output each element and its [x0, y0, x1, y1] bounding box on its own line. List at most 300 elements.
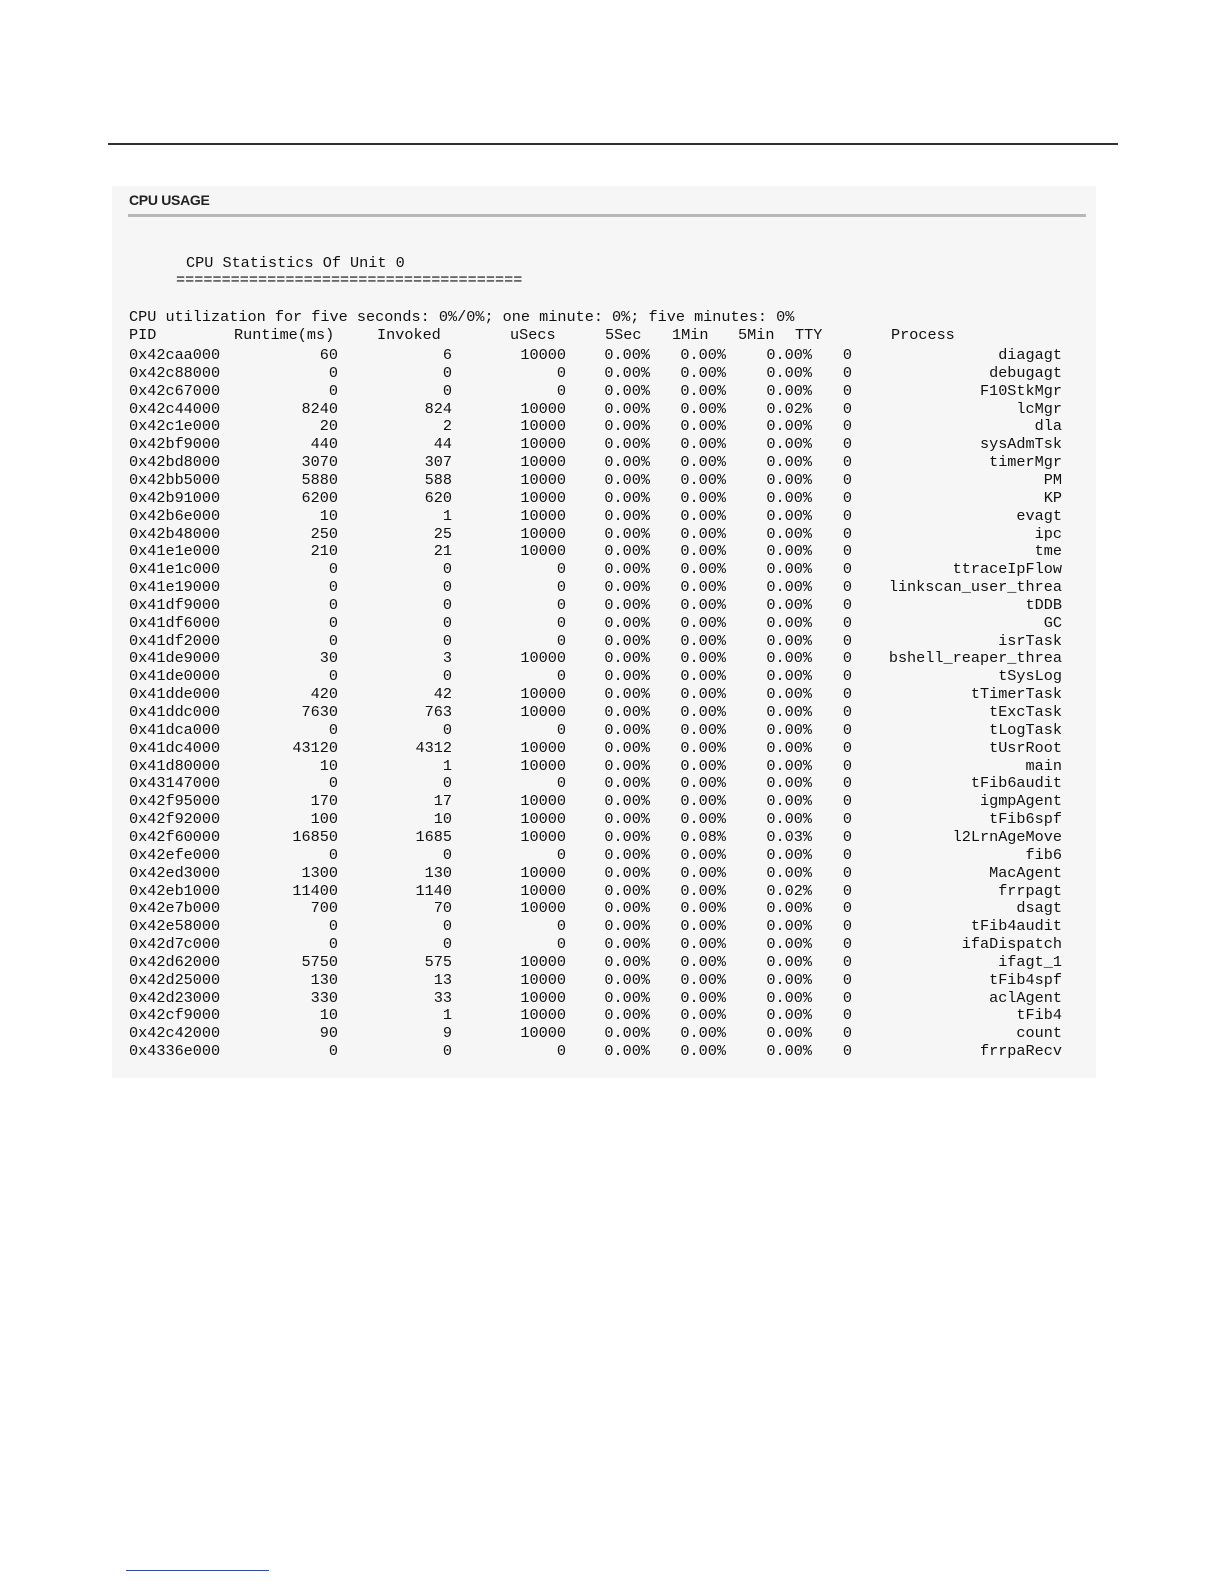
cell-5sec: 0.00%	[604, 863, 650, 882]
cell-pid: 0x42e7b000	[129, 899, 221, 918]
table-row	[112, 917, 1096, 935]
cell-5sec: 0.00%	[604, 970, 650, 989]
table-row	[112, 1042, 1096, 1060]
cell-1min: 0.00%	[680, 470, 726, 489]
cell-process: KP	[1043, 488, 1062, 507]
cell-tty: 0	[842, 1042, 852, 1061]
cell-invoked: 0	[442, 613, 452, 632]
cell-5sec: 0.00%	[604, 1006, 650, 1025]
cell-pid: 0x42d62000	[129, 952, 221, 971]
cell-1min: 0.00%	[680, 649, 726, 668]
cell-usecs: 10000	[520, 952, 566, 971]
cell-invoked: 0	[442, 560, 452, 579]
cell-tty: 0	[842, 970, 852, 989]
cell-tty: 0	[842, 863, 852, 882]
stats-underline: ======================================	[176, 271, 523, 289]
cell-5min: 0.00%	[766, 631, 812, 650]
cell-usecs: 10000	[520, 506, 566, 525]
cell-5sec: 0.00%	[604, 542, 650, 561]
cell-process: diagagt	[998, 346, 1062, 364]
cell-5sec: 0.00%	[604, 417, 650, 436]
cell-5min: 0.00%	[766, 863, 812, 882]
cell-usecs: 0	[556, 774, 566, 793]
cell-runtime: 20	[319, 417, 338, 436]
cell-usecs: 10000	[520, 988, 566, 1007]
cell-pid: 0x41df9000	[129, 595, 221, 614]
cell-runtime: 250	[310, 524, 338, 543]
cell-5sec: 0.00%	[604, 667, 650, 686]
cell-invoked: 575	[424, 952, 452, 971]
cell-pid: 0x41e1c000	[129, 560, 221, 579]
stats-title: CPU Statistics Of Unit 0	[186, 254, 405, 272]
cell-usecs: 10000	[520, 649, 566, 668]
cell-process: tFib4audit	[970, 917, 1062, 936]
cell-tty: 0	[842, 827, 852, 846]
cell-process: lcMgr	[1016, 399, 1062, 418]
cell-invoked: 6	[442, 346, 452, 364]
cell-invoked: 0	[442, 845, 452, 864]
cell-1min: 0.00%	[680, 738, 726, 757]
cell-process: fib6	[1025, 845, 1062, 864]
cell-1min: 0.00%	[680, 363, 726, 382]
table-row	[112, 346, 1096, 364]
cell-process: PM	[1043, 470, 1062, 489]
cell-pid: 0x42c44000	[129, 399, 221, 418]
cell-tty: 0	[842, 720, 852, 739]
cell-process: linkscan_user_threa	[888, 578, 1062, 597]
table-row	[112, 810, 1096, 828]
cell-5min: 0.00%	[766, 988, 812, 1007]
column-header-invoked: Invoked	[377, 326, 441, 344]
cell-runtime: 210	[310, 542, 338, 561]
cell-1min: 0.00%	[680, 631, 726, 650]
cell-1min: 0.00%	[680, 560, 726, 579]
cell-5sec: 0.00%	[604, 470, 650, 489]
cell-usecs: 10000	[520, 863, 566, 882]
cell-runtime: 440	[310, 435, 338, 454]
cell-usecs: 0	[556, 578, 566, 597]
cell-5sec: 0.00%	[604, 488, 650, 507]
table-row	[112, 828, 1096, 846]
cell-tty: 0	[842, 435, 852, 454]
cell-5min: 0.00%	[766, 542, 812, 561]
cell-5sec: 0.00%	[604, 1024, 650, 1043]
cell-5min: 0.00%	[766, 970, 812, 989]
cell-tty: 0	[842, 738, 852, 757]
cell-5sec: 0.00%	[604, 346, 650, 364]
cell-pid: 0x42eb1000	[129, 881, 221, 900]
cell-invoked: 0	[442, 578, 452, 597]
cell-pid: 0x42ed3000	[129, 863, 221, 882]
cell-pid: 0x42b91000	[129, 488, 221, 507]
cell-5sec: 0.00%	[604, 453, 650, 472]
cell-5sec: 0.00%	[604, 792, 650, 811]
table-row	[112, 1024, 1096, 1042]
table-row	[112, 632, 1096, 650]
cell-5min: 0.02%	[766, 399, 812, 418]
cell-1min: 0.00%	[680, 774, 726, 793]
cell-tty: 0	[842, 488, 852, 507]
cell-invoked: 824	[424, 399, 452, 418]
cell-usecs: 0	[556, 935, 566, 954]
cell-5sec: 0.00%	[604, 1042, 650, 1061]
cell-usecs: 10000	[520, 881, 566, 900]
cell-1min: 0.00%	[680, 988, 726, 1007]
cell-tty: 0	[842, 810, 852, 829]
cell-tty: 0	[842, 595, 852, 614]
cell-5sec: 0.00%	[604, 845, 650, 864]
cell-process: bshell_reaper_threa	[888, 649, 1062, 668]
cell-tty: 0	[842, 381, 852, 400]
cell-usecs: 10000	[520, 703, 566, 721]
cell-tty: 0	[842, 524, 852, 543]
cell-1min: 0.00%	[680, 1006, 726, 1025]
cell-usecs: 10000	[520, 810, 566, 829]
table-row	[112, 685, 1096, 703]
cell-invoked: 1140	[415, 881, 452, 900]
table-row	[112, 1006, 1096, 1024]
cell-runtime: 5750	[301, 952, 338, 971]
cell-invoked: 42	[433, 685, 452, 704]
cell-5sec: 0.00%	[604, 649, 650, 668]
cell-pid: 0x42b48000	[129, 524, 221, 543]
cell-tty: 0	[842, 845, 852, 864]
cell-5min: 0.00%	[766, 381, 812, 400]
cell-5sec: 0.00%	[604, 506, 650, 525]
cell-5sec: 0.00%	[604, 899, 650, 918]
cell-usecs: 0	[556, 917, 566, 936]
cell-runtime: 16850	[292, 827, 338, 846]
cell-5sec: 0.00%	[604, 613, 650, 632]
cell-process: dsagt	[1016, 899, 1062, 918]
cell-usecs: 10000	[520, 399, 566, 418]
cell-pid: 0x43147000	[129, 774, 221, 793]
cell-pid: 0x42d7c000	[129, 935, 221, 954]
table-row	[112, 882, 1096, 900]
cell-5sec: 0.00%	[604, 363, 650, 382]
cell-runtime: 6200	[301, 488, 338, 507]
cell-tty: 0	[842, 1006, 852, 1025]
cell-runtime: 1300	[301, 863, 338, 882]
column-header-5min: 5Min	[738, 326, 775, 344]
cell-5min: 0.00%	[766, 1024, 812, 1043]
cell-1min: 0.00%	[680, 595, 726, 614]
cell-5sec: 0.00%	[604, 560, 650, 579]
cell-5sec: 0.00%	[604, 827, 650, 846]
cell-pid: 0x42caa000	[129, 346, 221, 364]
cell-runtime: 0	[328, 720, 338, 739]
cell-runtime: 5880	[301, 470, 338, 489]
cell-1min: 0.00%	[680, 613, 726, 632]
cell-5min: 0.00%	[766, 756, 812, 775]
column-header-usecs: uSecs	[510, 326, 556, 344]
cell-1min: 0.00%	[680, 667, 726, 686]
cell-5min: 0.00%	[766, 685, 812, 704]
cell-tty: 0	[842, 613, 852, 632]
cell-1min: 0.00%	[680, 1024, 726, 1043]
cell-invoked: 33	[433, 988, 452, 1007]
cell-tty: 0	[842, 917, 852, 936]
footnote-rule	[126, 1570, 269, 1571]
cell-tty: 0	[842, 363, 852, 382]
cell-tty: 0	[842, 703, 852, 721]
cell-runtime: 7630	[301, 703, 338, 721]
cell-process: tUsrRoot	[989, 738, 1062, 757]
cell-usecs: 10000	[520, 435, 566, 454]
cell-runtime: 130	[310, 970, 338, 989]
column-header-runtime: Runtime(ms)	[234, 326, 335, 344]
cell-invoked: 1685	[415, 827, 452, 846]
cell-process: tSysLog	[998, 667, 1062, 686]
cell-tty: 0	[842, 881, 852, 900]
cell-process: tExcTask	[989, 703, 1062, 721]
cell-tty: 0	[842, 667, 852, 686]
column-header-pid: PID	[129, 326, 157, 344]
cell-runtime: 420	[310, 685, 338, 704]
cell-invoked: 10	[433, 810, 452, 829]
cell-usecs: 0	[556, 560, 566, 579]
cell-usecs: 10000	[520, 470, 566, 489]
table-row	[112, 507, 1096, 525]
cell-1min: 0.00%	[680, 417, 726, 436]
cell-tty: 0	[842, 631, 852, 650]
cell-invoked: 44	[433, 435, 452, 454]
cell-5min: 0.00%	[766, 845, 812, 864]
cell-5sec: 0.00%	[604, 399, 650, 418]
cell-pid: 0x41de9000	[129, 649, 221, 668]
cell-pid: 0x41e19000	[129, 578, 221, 597]
cell-pid: 0x41ddc000	[129, 703, 221, 721]
cell-process: isrTask	[998, 631, 1062, 650]
cell-runtime: 0	[328, 613, 338, 632]
table-row	[112, 560, 1096, 578]
cell-invoked: 307	[424, 453, 452, 472]
cell-5sec: 0.00%	[604, 881, 650, 900]
cell-5min: 0.00%	[766, 703, 812, 721]
cell-1min: 0.00%	[680, 899, 726, 918]
cell-process: GC	[1043, 613, 1062, 632]
cell-5min: 0.00%	[766, 470, 812, 489]
cell-usecs: 0	[556, 1042, 566, 1061]
cell-tty: 0	[842, 542, 852, 561]
table-row	[112, 953, 1096, 971]
cell-process: tFib4	[1016, 1006, 1062, 1025]
cell-5min: 0.00%	[766, 738, 812, 757]
cell-usecs: 0	[556, 667, 566, 686]
cell-usecs: 10000	[520, 542, 566, 561]
table-row	[112, 899, 1096, 917]
cell-tty: 0	[842, 506, 852, 525]
cell-tty: 0	[842, 792, 852, 811]
cell-tty: 0	[842, 649, 852, 668]
table-row	[112, 596, 1096, 614]
cell-5sec: 0.00%	[604, 685, 650, 704]
table-row	[112, 971, 1096, 989]
cell-tty: 0	[842, 685, 852, 704]
cell-5sec: 0.00%	[604, 595, 650, 614]
cell-tty: 0	[842, 346, 852, 364]
table-row	[112, 989, 1096, 1007]
utilization-summary: CPU utilization for five seconds: 0%/0%; one minute: 0%; five minutes: 0%	[129, 308, 795, 326]
cell-runtime: 43120	[292, 738, 338, 757]
cell-invoked: 9	[442, 1024, 452, 1043]
cell-5sec: 0.00%	[604, 720, 650, 739]
cell-process: aclAgent	[989, 988, 1062, 1007]
cell-5sec: 0.00%	[604, 578, 650, 597]
cell-usecs: 0	[556, 595, 566, 614]
cell-5min: 0.00%	[766, 667, 812, 686]
cell-1min: 0.00%	[680, 435, 726, 454]
cell-5sec: 0.00%	[604, 917, 650, 936]
cell-usecs: 0	[556, 363, 566, 382]
cell-invoked: 17	[433, 792, 452, 811]
cell-invoked: 588	[424, 470, 452, 489]
cell-pid: 0x4336e000	[129, 1042, 221, 1061]
cell-invoked: 3	[442, 649, 452, 668]
cell-usecs: 10000	[520, 453, 566, 472]
cpu-usage-panel	[112, 186, 1096, 1078]
cell-pid: 0x42c1e000	[129, 417, 221, 436]
cell-1min: 0.00%	[680, 845, 726, 864]
cell-pid: 0x41dde000	[129, 685, 221, 704]
cell-process: dla	[1034, 417, 1062, 436]
cell-process: tLogTask	[989, 720, 1062, 739]
cell-5min: 0.00%	[766, 810, 812, 829]
cell-pid: 0x42f92000	[129, 810, 221, 829]
cell-1min: 0.00%	[680, 578, 726, 597]
cell-runtime: 3070	[301, 453, 338, 472]
cell-1min: 0.00%	[680, 881, 726, 900]
cell-invoked: 0	[442, 720, 452, 739]
cell-5min: 0.00%	[766, 363, 812, 382]
cell-runtime: 100	[310, 810, 338, 829]
cell-pid: 0x42f60000	[129, 827, 221, 846]
table-row	[112, 649, 1096, 667]
cell-runtime: 0	[328, 774, 338, 793]
cell-1min: 0.00%	[680, 399, 726, 418]
cell-process: tFib4spf	[989, 970, 1062, 989]
cell-5sec: 0.00%	[604, 935, 650, 954]
cell-runtime: 330	[310, 988, 338, 1007]
cell-runtime: 0	[328, 845, 338, 864]
cell-5min: 0.00%	[766, 917, 812, 936]
cell-process: tFib6audit	[970, 774, 1062, 793]
cell-invoked: 0	[442, 935, 452, 954]
cell-5sec: 0.00%	[604, 524, 650, 543]
cell-usecs: 10000	[520, 685, 566, 704]
cell-1min: 0.00%	[680, 935, 726, 954]
table-row	[112, 667, 1096, 685]
cell-tty: 0	[842, 952, 852, 971]
cell-runtime: 0	[328, 578, 338, 597]
cell-5min: 0.00%	[766, 453, 812, 472]
cell-tty: 0	[842, 988, 852, 1007]
cell-runtime: 10	[319, 756, 338, 775]
cell-invoked: 25	[433, 524, 452, 543]
cell-usecs: 0	[556, 381, 566, 400]
column-header-tty: TTY	[795, 326, 823, 344]
table-row	[112, 382, 1096, 400]
cell-tty: 0	[842, 935, 852, 954]
cell-5sec: 0.00%	[604, 810, 650, 829]
cell-runtime: 11400	[292, 881, 338, 900]
cell-process: sysAdmTsk	[979, 435, 1062, 454]
cell-usecs: 10000	[520, 488, 566, 507]
cell-pid: 0x42c42000	[129, 1024, 221, 1043]
cell-1min: 0.00%	[680, 1042, 726, 1061]
cell-5sec: 0.00%	[604, 774, 650, 793]
cell-runtime: 60	[319, 346, 338, 364]
cell-process: frrpaRecv	[979, 1042, 1062, 1061]
cell-invoked: 0	[442, 917, 452, 936]
cell-runtime: 10	[319, 506, 338, 525]
cell-pid: 0x41dc4000	[129, 738, 221, 757]
cell-pid: 0x42bb5000	[129, 470, 221, 489]
column-header-5sec: 5Sec	[605, 326, 642, 344]
cell-usecs: 10000	[520, 792, 566, 811]
table-row	[112, 435, 1096, 453]
cell-process: evagt	[1016, 506, 1062, 525]
cell-runtime: 30	[319, 649, 338, 668]
panel-title: CPU USAGE	[129, 192, 210, 208]
cell-usecs: 10000	[520, 738, 566, 757]
cell-invoked: 0	[442, 363, 452, 382]
cell-5min: 0.00%	[766, 899, 812, 918]
cell-invoked: 1	[442, 1006, 452, 1025]
cell-5min: 0.00%	[766, 524, 812, 543]
cell-pid: 0x42efe000	[129, 845, 221, 864]
cell-tty: 0	[842, 560, 852, 579]
cell-usecs: 10000	[520, 827, 566, 846]
table-row	[112, 417, 1096, 435]
cell-1min: 0.00%	[680, 952, 726, 971]
cell-invoked: 0	[442, 1042, 452, 1061]
cell-5sec: 0.00%	[604, 738, 650, 757]
table-row	[112, 400, 1096, 418]
cell-usecs: 10000	[520, 756, 566, 775]
cell-tty: 0	[842, 756, 852, 775]
cell-invoked: 0	[442, 667, 452, 686]
cell-tty: 0	[842, 899, 852, 918]
cell-5sec: 0.00%	[604, 703, 650, 721]
cell-process: tTimerTask	[970, 685, 1062, 704]
cell-invoked: 1	[442, 506, 452, 525]
cell-5min: 0.00%	[766, 506, 812, 525]
cell-usecs: 0	[556, 613, 566, 632]
cell-invoked: 4312	[415, 738, 452, 757]
cell-pid: 0x41dca000	[129, 720, 221, 739]
table-row	[112, 614, 1096, 632]
table-row	[112, 578, 1096, 596]
cell-usecs: 10000	[520, 524, 566, 543]
table-row	[112, 935, 1096, 953]
cell-runtime: 0	[328, 363, 338, 382]
cell-tty: 0	[842, 470, 852, 489]
cell-pid: 0x42c67000	[129, 381, 221, 400]
table-row	[112, 846, 1096, 864]
cell-process: timerMgr	[989, 453, 1062, 472]
table-row	[112, 739, 1096, 757]
cell-1min: 0.00%	[680, 917, 726, 936]
cell-tty: 0	[842, 453, 852, 472]
cell-pid: 0x42d25000	[129, 970, 221, 989]
cell-1min: 0.00%	[680, 381, 726, 400]
cell-usecs: 0	[556, 631, 566, 650]
cell-runtime: 700	[310, 899, 338, 918]
cell-pid: 0x42b6e000	[129, 506, 221, 525]
cell-process: tDDB	[1025, 595, 1062, 614]
cell-invoked: 70	[433, 899, 452, 918]
